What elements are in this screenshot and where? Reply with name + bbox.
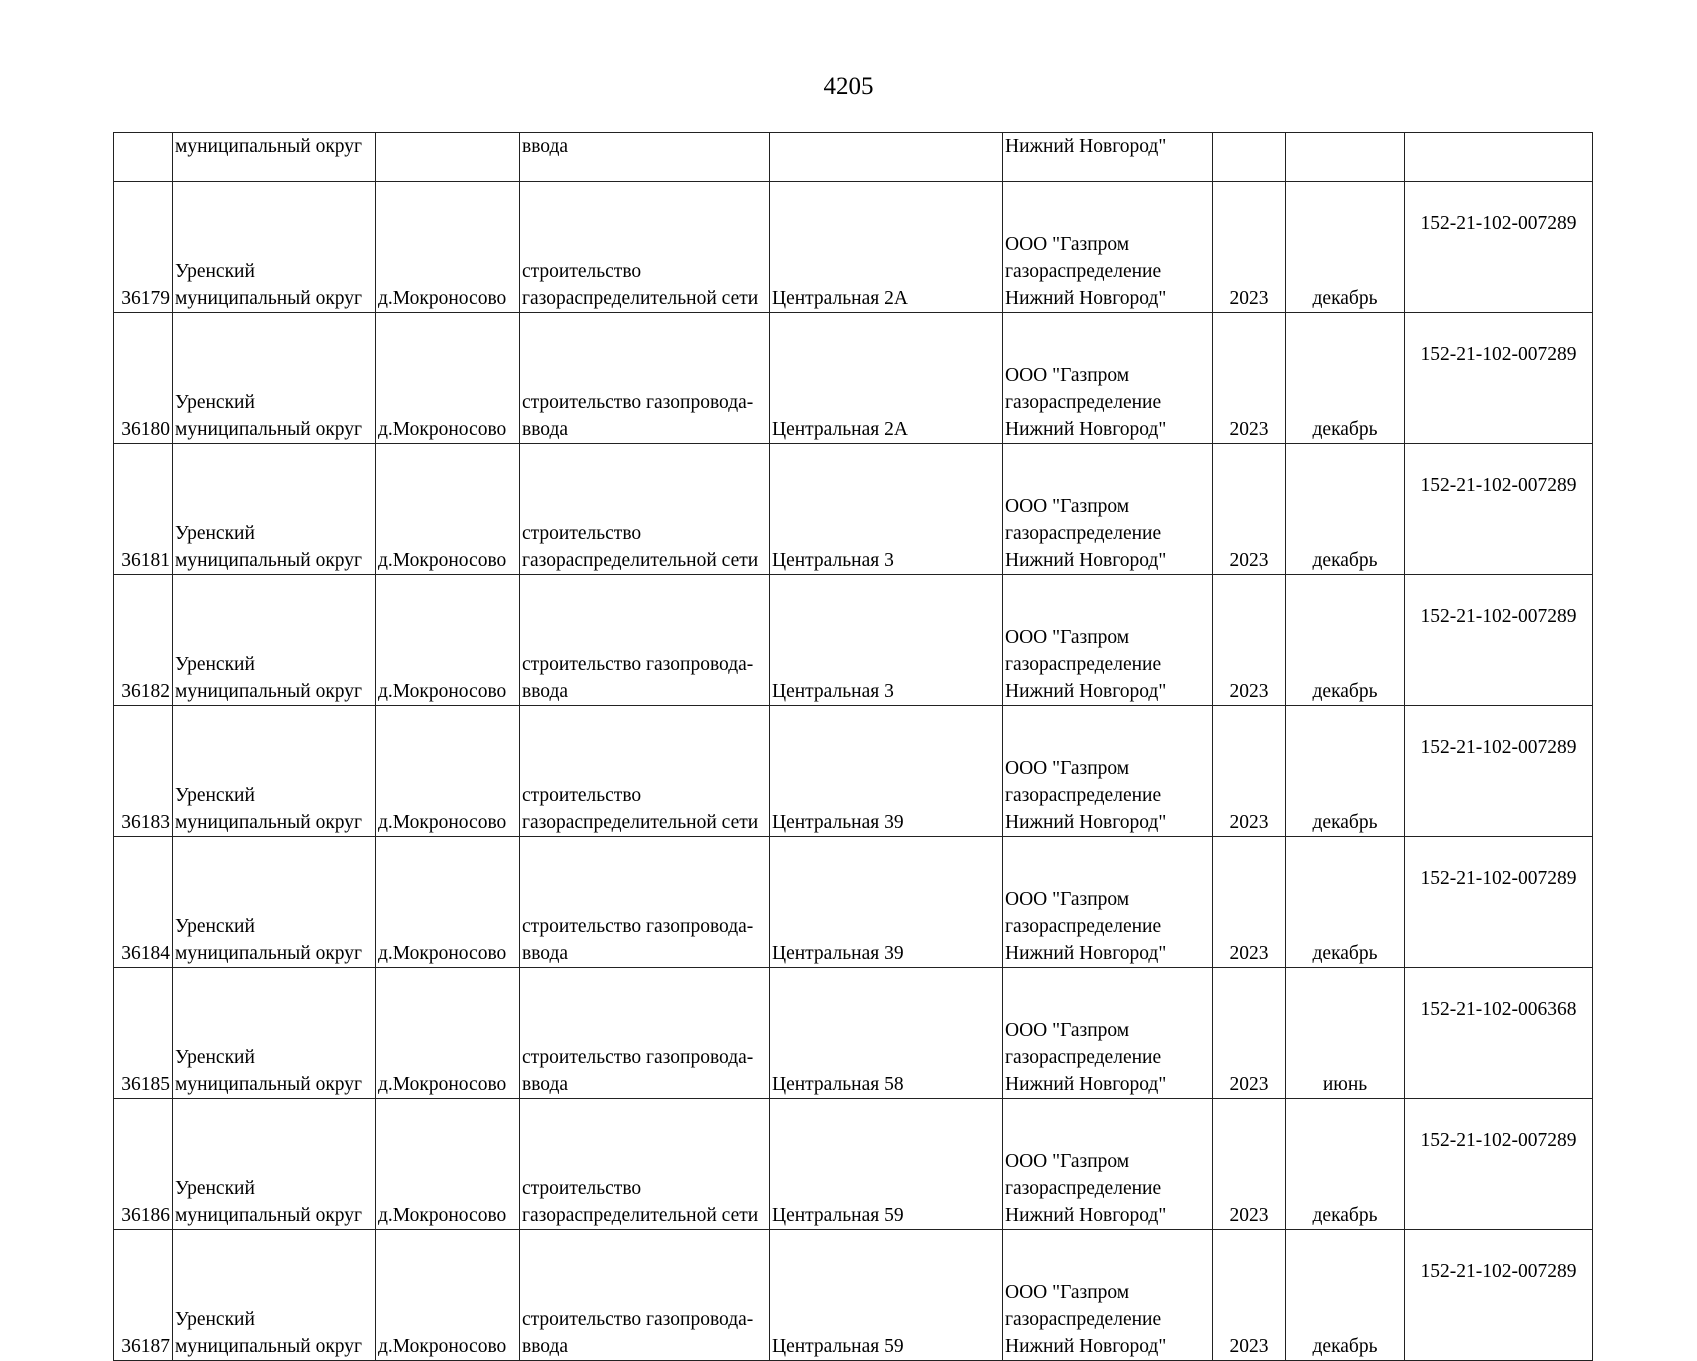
table-row bbox=[114, 1099, 1593, 1230]
cell-company-line: ООО "Газпром bbox=[1005, 1020, 1130, 1041]
cell-company bbox=[1003, 444, 1213, 575]
cell-year: 2023 bbox=[1213, 1099, 1286, 1230]
cell-company-line: газораспределение bbox=[1005, 1047, 1162, 1068]
cell-company: Нижний Новгород" bbox=[1003, 133, 1213, 182]
cell-company-line: газораспределение bbox=[1005, 1309, 1162, 1330]
cell-month: декабрь bbox=[1286, 706, 1405, 837]
cell-work-type-line: ввода bbox=[522, 681, 569, 702]
cell-company bbox=[1003, 837, 1213, 968]
cell-company bbox=[1003, 1099, 1213, 1230]
cell-code: 152-21-102-007289 bbox=[1405, 1230, 1593, 1361]
cell-work-type bbox=[520, 182, 770, 313]
table-row bbox=[114, 182, 1593, 313]
cell-work-type bbox=[520, 968, 770, 1099]
cell-company-line: Нижний Новгород" bbox=[1005, 681, 1167, 702]
cell-company bbox=[1003, 313, 1213, 444]
cell-company-line: газораспределение bbox=[1005, 392, 1162, 413]
cell-company bbox=[1003, 706, 1213, 837]
cell-address: Центральная 39 bbox=[770, 706, 1003, 837]
cell-district-line: муниципальный округ bbox=[175, 1336, 363, 1357]
cell-company-line: ООО "Газпром bbox=[1005, 496, 1130, 517]
cell-year: 2023 bbox=[1213, 968, 1286, 1099]
cell-district-line: Уренский bbox=[175, 261, 255, 282]
cell-district-line: муниципальный округ bbox=[175, 419, 363, 440]
cell-settlement: д.Мокроносово bbox=[376, 706, 520, 837]
cell-month: декабрь bbox=[1286, 313, 1405, 444]
cell-district-line: муниципальный округ bbox=[175, 681, 363, 702]
cell-work-type-line: ввода bbox=[522, 1074, 569, 1095]
cell-month: декабрь bbox=[1286, 444, 1405, 575]
cell-district bbox=[173, 837, 376, 968]
cell-address: Центральная 3 bbox=[770, 444, 1003, 575]
cell-number: 36185 bbox=[114, 968, 173, 1099]
cell-district-line: муниципальный округ bbox=[175, 943, 363, 964]
cell-company-line: Нижний Новгород" bbox=[1005, 419, 1167, 440]
cell-work-type-line: газораспределительной сети bbox=[522, 550, 759, 571]
cell-address: Центральная 39 bbox=[770, 837, 1003, 968]
cell-district-line: Уренский bbox=[175, 523, 255, 544]
cell-address: Центральная 3 bbox=[770, 575, 1003, 706]
cell-company-line: газораспределение bbox=[1005, 261, 1162, 282]
cell-year: 2023 bbox=[1213, 1230, 1286, 1361]
cell-work-type-line: строительство газопровода- bbox=[522, 1309, 754, 1330]
table-row bbox=[114, 313, 1593, 444]
cell-company-line: Нижний Новгород" bbox=[1005, 812, 1167, 833]
cell-month: декабрь bbox=[1286, 1230, 1405, 1361]
cell-address: Центральная 58 bbox=[770, 968, 1003, 1099]
cell-work-type-line: строительство газопровода- bbox=[522, 916, 754, 937]
cell-number: 36181 bbox=[114, 444, 173, 575]
cell-work-type-line: газораспределительной сети bbox=[522, 812, 759, 833]
cell-work-type-line: строительство газопровода- bbox=[522, 1047, 754, 1068]
cell-work-type-line: ввода bbox=[522, 419, 569, 440]
page-number: 4205 bbox=[823, 73, 874, 100]
cell-number: 36184 bbox=[114, 837, 173, 968]
cell-company-line: ООО "Газпром bbox=[1005, 1151, 1130, 1172]
cell-work-type-line: газораспределительной сети bbox=[522, 288, 759, 309]
cell-district-line: муниципальный округ bbox=[175, 1205, 363, 1226]
cell-number: 36183 bbox=[114, 706, 173, 837]
cell-code: 152-21-102-006368 bbox=[1405, 968, 1593, 1099]
cell-settlement: д.Мокроносово bbox=[376, 1099, 520, 1230]
cell-settlement: д.Мокроносово bbox=[376, 313, 520, 444]
cell-year: 2023 bbox=[1213, 837, 1286, 968]
cell-district bbox=[173, 968, 376, 1099]
cell-company-line: ООО "Газпром bbox=[1005, 1282, 1130, 1303]
cell-month: декабрь bbox=[1286, 182, 1405, 313]
table-row bbox=[114, 444, 1593, 575]
cell-year: 2023 bbox=[1213, 706, 1286, 837]
cell-work-type bbox=[520, 837, 770, 968]
cell-district bbox=[173, 313, 376, 444]
cell-company-line: ООО "Газпром bbox=[1005, 627, 1130, 648]
cell-work-type bbox=[520, 1099, 770, 1230]
cell-work-type-line: ввода bbox=[522, 1336, 569, 1357]
cell-settlement: д.Мокроносово bbox=[376, 1230, 520, 1361]
cell-district-line: муниципальный округ bbox=[175, 812, 363, 833]
cell-company bbox=[1003, 1230, 1213, 1361]
cell-company-line: газораспределение bbox=[1005, 916, 1162, 937]
cell-work-type-line: строительство газопровода- bbox=[522, 392, 754, 413]
cell-district-line: Уренский bbox=[175, 785, 255, 806]
cell-address: Центральная 59 bbox=[770, 1230, 1003, 1361]
cell-settlement: д.Мокроносово bbox=[376, 182, 520, 313]
cell-district-line: Уренский bbox=[175, 1309, 255, 1330]
cell-company-line: Нижний Новгород" bbox=[1005, 1074, 1167, 1095]
cell-district-line: муниципальный округ bbox=[175, 288, 363, 309]
cell-year: 2023 bbox=[1213, 182, 1286, 313]
table-row bbox=[114, 837, 1593, 968]
cell-work-type-line: строительство bbox=[522, 785, 642, 806]
cell-month: декабрь bbox=[1286, 1099, 1405, 1230]
cell-company-line: газораспределение bbox=[1005, 1178, 1162, 1199]
cell-work-type-line: строительство bbox=[522, 1178, 642, 1199]
cell-company-line: Нижний Новгород" bbox=[1005, 288, 1167, 309]
cell-company-line: ООО "Газпром bbox=[1005, 365, 1130, 386]
cell-work-type-line: ввода bbox=[522, 943, 569, 964]
cell-company-line: газораспределение bbox=[1005, 654, 1162, 675]
cell-number: 36182 bbox=[114, 575, 173, 706]
cell-work-type bbox=[520, 313, 770, 444]
cell-code: 152-21-102-007289 bbox=[1405, 182, 1593, 313]
cell-district-line: Уренский bbox=[175, 1178, 255, 1199]
cell-code: 152-21-102-007289 bbox=[1405, 706, 1593, 837]
cell-code: 152-21-102-007289 bbox=[1405, 313, 1593, 444]
cell-company-line: ООО "Газпром bbox=[1005, 758, 1130, 779]
cell-year: 2023 bbox=[1213, 575, 1286, 706]
cell-district bbox=[173, 1230, 376, 1361]
cell-work-type-line: строительство bbox=[522, 523, 642, 544]
cell-work-type-line: строительство bbox=[522, 261, 642, 282]
cell-work-type bbox=[520, 706, 770, 837]
cell-work-type: ввода bbox=[520, 133, 770, 182]
cell-district-line: Уренский bbox=[175, 654, 255, 675]
cell-number: 36180 bbox=[114, 313, 173, 444]
cell-district-line: Уренский bbox=[175, 392, 255, 413]
cell-code: 152-21-102-007289 bbox=[1405, 1099, 1593, 1230]
cell-year: 2023 bbox=[1213, 313, 1286, 444]
cell-district-line: муниципальный округ bbox=[175, 550, 363, 571]
table-row-continued bbox=[114, 133, 1593, 182]
cell-company bbox=[1003, 575, 1213, 706]
cell-year bbox=[1213, 133, 1286, 182]
cell-code: 152-21-102-007289 bbox=[1405, 837, 1593, 968]
table-row bbox=[114, 1230, 1593, 1361]
cell-address: Центральная 2А bbox=[770, 313, 1003, 444]
cell-company-line: газораспределение bbox=[1005, 785, 1162, 806]
cell-company bbox=[1003, 182, 1213, 313]
cell-district bbox=[173, 706, 376, 837]
cell-district-line: Уренский bbox=[175, 916, 255, 937]
cell-work-type bbox=[520, 1230, 770, 1361]
cell-number: 36187 bbox=[114, 1230, 173, 1361]
cell-work-type-line: газораспределительной сети bbox=[522, 1205, 759, 1226]
cell-district bbox=[173, 1099, 376, 1230]
cell-number: 36179 bbox=[114, 182, 173, 313]
cell-settlement bbox=[376, 133, 520, 182]
registry-table bbox=[113, 132, 1593, 1361]
cell-settlement: д.Мокроносово bbox=[376, 444, 520, 575]
cell-year: 2023 bbox=[1213, 444, 1286, 575]
cell-settlement: д.Мокроносово bbox=[376, 837, 520, 968]
cell-district bbox=[173, 444, 376, 575]
cell-address: Центральная 59 bbox=[770, 1099, 1003, 1230]
cell-company bbox=[1003, 968, 1213, 1099]
cell-company-line: Нижний Новгород" bbox=[1005, 1205, 1167, 1226]
cell-company-line: ООО "Газпром bbox=[1005, 234, 1130, 255]
cell-address: Центральная 2А bbox=[770, 182, 1003, 313]
cell-month bbox=[1286, 133, 1405, 182]
cell-address bbox=[770, 133, 1003, 182]
cell-company-line: ООО "Газпром bbox=[1005, 889, 1130, 910]
cell-work-type bbox=[520, 444, 770, 575]
cell-company-line: газораспределение bbox=[1005, 523, 1162, 544]
cell-district-line: муниципальный округ bbox=[175, 1074, 363, 1095]
cell-company-line: Нижний Новгород" bbox=[1005, 1336, 1167, 1357]
cell-month: декабрь bbox=[1286, 575, 1405, 706]
cell-settlement: д.Мокроносово bbox=[376, 575, 520, 706]
cell-settlement: д.Мокроносово bbox=[376, 968, 520, 1099]
table-row bbox=[114, 706, 1593, 837]
cell-number: 36186 bbox=[114, 1099, 173, 1230]
table-row bbox=[114, 968, 1593, 1099]
cell-work-type-line: строительство газопровода- bbox=[522, 654, 754, 675]
cell-number bbox=[114, 133, 173, 182]
table-row bbox=[114, 575, 1593, 706]
cell-month: июнь bbox=[1286, 968, 1405, 1099]
cell-district-line: Уренский bbox=[175, 1047, 255, 1068]
cell-month: декабрь bbox=[1286, 837, 1405, 968]
cell-company-line: Нижний Новгород" bbox=[1005, 943, 1167, 964]
cell-company-line: Нижний Новгород" bbox=[1005, 550, 1167, 571]
cell-code bbox=[1405, 133, 1593, 182]
cell-district bbox=[173, 575, 376, 706]
cell-work-type bbox=[520, 575, 770, 706]
cell-code: 152-21-102-007289 bbox=[1405, 444, 1593, 575]
cell-district bbox=[173, 182, 376, 313]
cell-district: муниципальный округ bbox=[173, 133, 376, 182]
cell-code: 152-21-102-007289 bbox=[1405, 575, 1593, 706]
